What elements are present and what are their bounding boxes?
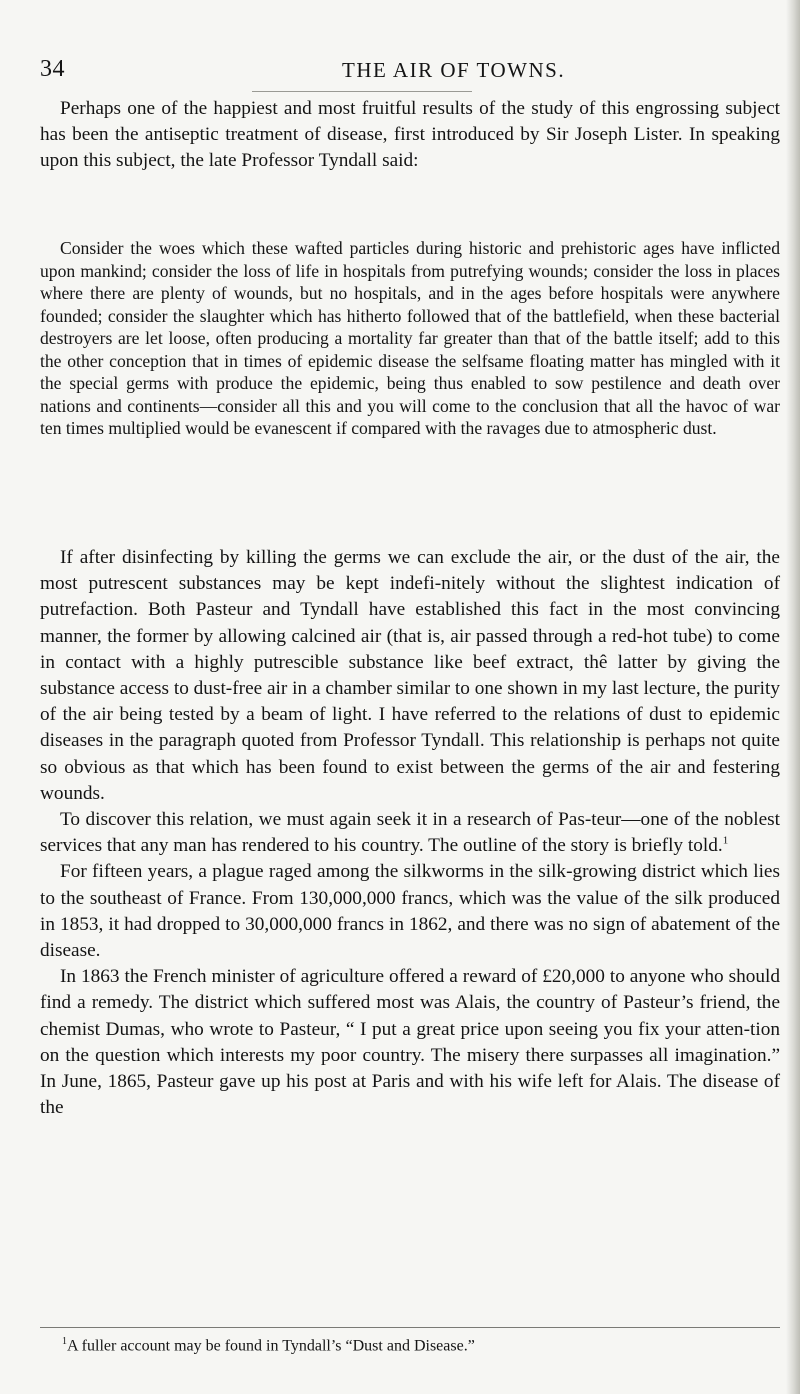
- page-header: [40, 56, 780, 88]
- tyndall-quotation: [40, 237, 780, 440]
- quotation-paragraph: Consider the woes which these wafted particles during historic and prehistoric ages have inflicted upon mankind; consider the loss of life in hospitals from putrefying wounds; consider the loss in places where there are plenty of wounds, but no hospitals, and in the ages before hospitals were anywhere founded; consider the slaughter which has hitherto followed that of the battlefield, when these bacterial destroyers are let loose, often producing a mortality far greater than that of the battle itself; add to this the other conception that in times of epidemic disease the selfsame floating matter has mingled with it the special germs with produce the epidemic, being thus enabled to sow pestilence and death over nations and continents—consider all this and you will come to the conclusion that all the havoc of war ten times multiplied would be evanescent if compared with the ravages due to atmospheric dust.: [40, 238, 780, 438]
- footnote-rule: [40, 1327, 780, 1328]
- paragraph-3-text: To discover this relation, we must again seek it in a research of Pas-teur—one of the noblest services that any man has rendered to his country. The outline of the story is briefly told.: [40, 809, 780, 857]
- footnote-text: A fuller account may be found in Tyndall’s “Dust and Disease.”: [67, 1337, 475, 1355]
- main-text: [40, 545, 780, 1121]
- paragraph-1: Perhaps one of the happiest and most fruitful results of the study of this engrossing subject has been the antiseptic treatment of disease, first introduced by Sir Joseph Lister. In speaking upon this subject, the late Professor Tyndall said:: [40, 98, 780, 171]
- paragraph-2: If after disinfecting by killing the germs we can exclude the air, or the dust of the air, the most putrescent substances may be kept indefi-nitely without the slightest indication of putrefaction. Both Pasteur and Tyndall have established this fact in the most convincing manner, the former by allowing calcined air (that is, air passed through a red-hot tube) to come in contact with a highly putrescible substance like beef extract, thê latter by giving the substance access to dust-free air in a chamber similar to one shown in my last lecture, the purity of the air being tested by a beam of light. I have referred to the relations of dust to epidemic diseases in the paragraph quoted from Professor Tyndall. This relationship is perhaps not quite so obvious as that which has been found to exist between the germs of the air and festering wounds.: [40, 547, 780, 804]
- paragraph-4: For fifteen years, a plague raged among the silkworms in the silk-growing district which lies to the southeast of France. From 130,000,000 francs, which was the value of the silk produced in 1853, it had dropped to 30,000,000 francs in 1862, and there was no sign of abatement of the disease.: [40, 861, 780, 962]
- page-edge-shadow: [786, 0, 800, 1394]
- running-title: THE AIR OF TOWNS.: [342, 58, 566, 82]
- footnote-reference: 1: [722, 834, 729, 847]
- paragraph-5: In 1863 the French minister of agriculture offered a reward of £20,000 to anyone who should find a remedy. The district which suffered most was Alais, the country of Pasteur’s friend, the chemist Dumas, who wrote to Pasteur, “ I put a great price upon seeing you fix your atten-tion on the question which interests my poor country. The misery there surpasses all imagination.” In June, 1865, Pasteur gave up his post at Paris and with his wife left for Alais. The disease of the: [40, 966, 780, 1119]
- page-number: 34: [40, 56, 65, 82]
- intro-text: [40, 96, 780, 174]
- footnote: [62, 1332, 780, 1356]
- paragraph-3: [40, 807, 780, 859]
- footnote-marker: 1: [62, 1336, 67, 1347]
- header-rule: [252, 91, 472, 92]
